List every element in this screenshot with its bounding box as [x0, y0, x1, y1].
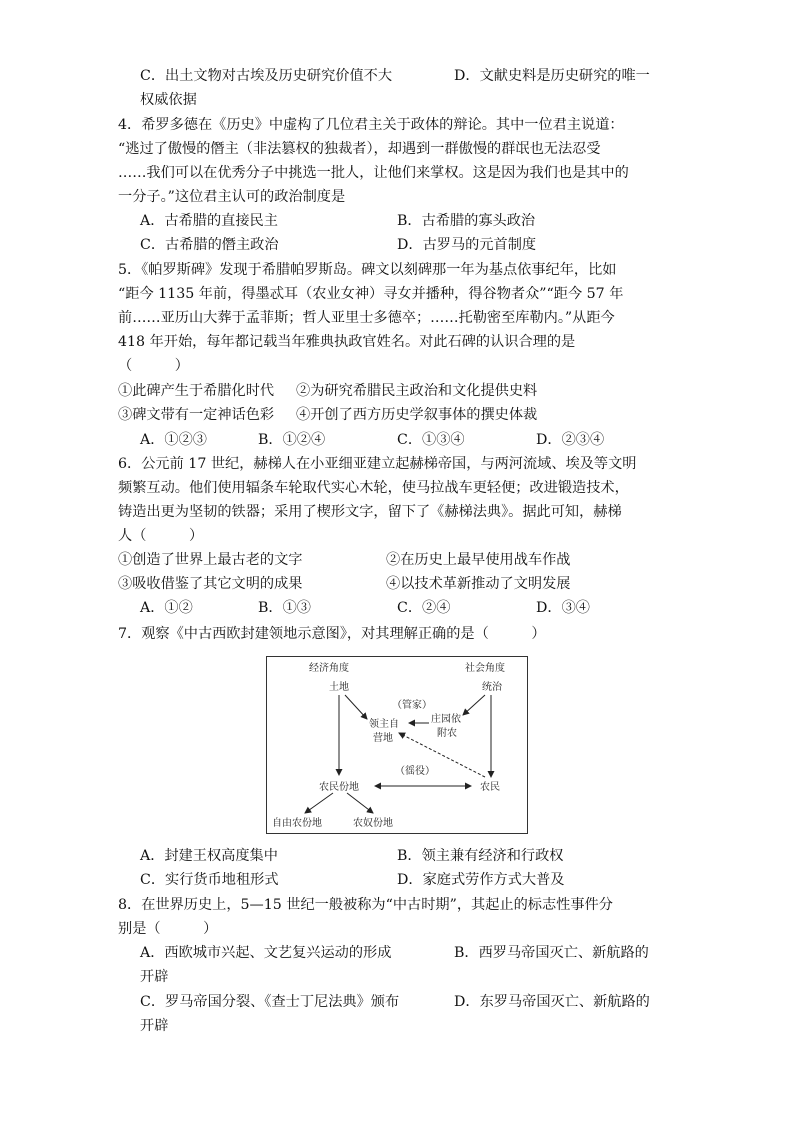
label-corvee: （徭役）: [395, 766, 435, 777]
label-economic-perspective: 经济角度: [309, 663, 349, 674]
q4-option-c: C．古希腊的僭主政治: [140, 237, 279, 253]
q5-statement-1: ①此碑产生于希腊化时代: [118, 383, 275, 399]
q6-statement-3: ③吸收借鉴了其它文明的成果: [118, 576, 303, 592]
q4-stem-line: ……我们可以在优秀分子中挑选一批人，让他们来掌权。这是因为我们也是其中的: [118, 165, 629, 181]
node-peasant: 农民: [480, 782, 500, 793]
arrow-rule-to-dependents: [463, 695, 485, 715]
q6-stem-line: 频繁互动。他们使用辐条车轮取代实心木轮，使马拉战车更轻便；改进锻造技术，: [118, 480, 629, 496]
q8-option-a: A．西欧城市兴起、文艺复兴运动的形成: [140, 945, 392, 961]
q5-stem-line: “距今 1135 年前，得墨忒耳（农业女神）寻女并播种，得谷物者众”“距今 57 年: [118, 286, 624, 302]
q5-option-c: C．①③④: [397, 432, 465, 448]
q5-option-b: B．①②④: [258, 432, 326, 448]
label-social-perspective: 社会角度: [465, 663, 505, 674]
q5-statement-3: ③碑文带有一定神话色彩: [118, 407, 275, 423]
q6-stem-line: 铸造出更为坚韧的铁器；采用了楔形文字，留下了《赫梯法典》。据此可知，赫梯: [118, 504, 622, 520]
q3-option-d-cont: 权威依据: [140, 92, 197, 108]
q8-option-b-cont: 开辟: [140, 969, 169, 985]
arrow-tenure-to-serf: [347, 793, 373, 813]
node-serf-tenure: 农奴份地: [353, 818, 393, 829]
q8-option-b: B．西罗马帝国灭亡、新航路的: [454, 945, 649, 961]
feudal-manor-diagram: [266, 656, 528, 834]
label-steward: （管家）: [392, 700, 432, 711]
node-manor-dependents-cont: 附农: [437, 728, 457, 739]
q4-stem-line: “逃过了傲慢的僭主（非法篡权的独裁者），却遇到一群傲慢的群氓也无法忍受: [118, 141, 601, 157]
q7-option-c: C．实行货币地租形式: [140, 872, 279, 888]
q5-option-a: A．①②③: [140, 432, 207, 448]
q8-option-d-cont: 开辟: [140, 1018, 169, 1034]
arrow-tenure-to-free: [305, 793, 333, 813]
q3-option-c: C．出土文物对古埃及历史研究价值不大: [140, 68, 393, 84]
node-land: 土地: [329, 682, 349, 693]
q4-stem-line: 4．希罗多德在《历史》中虚构了几位君主关于政体的辩论。其中一位君主说道：: [118, 117, 624, 133]
q7-option-a: A．封建王权高度集中: [140, 848, 278, 864]
q6-option-b: B．①③: [258, 600, 311, 616]
q4-option-a: A．古希腊的直接民主: [140, 213, 278, 229]
node-rule: 统治: [482, 682, 502, 693]
q8-option-d: D．东罗马帝国灭亡、新航路的: [454, 994, 650, 1010]
q5-option-d: D．②③④: [536, 432, 605, 448]
node-manor-dependents: 庄园依: [431, 714, 461, 725]
q5-statement-2: ②为研究希腊民主政治和文化提供史料: [296, 383, 538, 399]
q6-stem-line: 6．公元前 17 世纪，赫梯人在小亚细亚建立起赫梯帝国，与两河流域、埃及等文明: [118, 456, 637, 472]
q6-option-a: A．①②: [140, 600, 193, 616]
q8-stem-line: 别是（ ）: [118, 921, 218, 937]
q7-stem: 7．观察《中古西欧封建领地示意图》，对其理解正确的是（ ）: [118, 626, 546, 642]
q7-option-d: D．家庭式劳作方式大普及: [397, 872, 565, 888]
q6-statement-2: ②在历史上最早使用战车作战: [386, 552, 571, 568]
q6-stem-line: 人（ ）: [118, 528, 204, 544]
q5-statement-4: ④开创了西方历史学叙事体的撰史体裁: [296, 407, 538, 423]
arrow-land-to-demesne: [345, 695, 367, 719]
q5-stem-line: 前……亚历山大葬于孟菲斯；哲人亚里士多德卒；……托勒密至库勒内。”从距今: [118, 310, 615, 326]
q7-option-b: B．领主兼有经济和行政权: [397, 848, 564, 864]
q8-option-c: C．罗马帝国分裂、《查士丁尼法典》颁布: [140, 994, 400, 1010]
q6-option-d: D．③④: [536, 600, 590, 616]
q5-stem-line: 5．《帕罗斯碑》发现于希腊帕罗斯岛。碑文以刻碑那一年为基点依事纪年，比如: [118, 262, 617, 278]
q5-stem-line: （ ）: [118, 358, 189, 374]
node-demesne-cont: 营地: [373, 733, 393, 744]
q6-option-c: C．②④: [397, 600, 451, 616]
q4-option-b: B．古希腊的寡头政治: [397, 213, 536, 229]
q6-statement-1: ①创造了世界上最古老的文字: [118, 552, 303, 568]
q6-statement-4: ④以技术革新推动了文明发展: [386, 576, 571, 592]
q3-option-d: D．文献史料是历史研究的唯一: [454, 68, 650, 84]
q4-option-d: D．古罗马的元首制度: [397, 237, 537, 253]
q5-stem-line: 418 年开始，每年都记载当年雅典执政官姓名。对此石碑的认识合理的是: [118, 334, 576, 350]
node-free-tenure: 自由农份地: [272, 818, 322, 829]
q4-stem-line: 一分子。”这位君主认可的政治制度是: [118, 189, 346, 205]
node-demesne: 领主自: [369, 719, 399, 730]
q8-stem-line: 8．在世界历史上，5—15 世纪一般被称为“中古时期”，其起止的标志性事件分: [118, 897, 613, 913]
node-peasant-tenure: 农民份地: [319, 782, 359, 793]
